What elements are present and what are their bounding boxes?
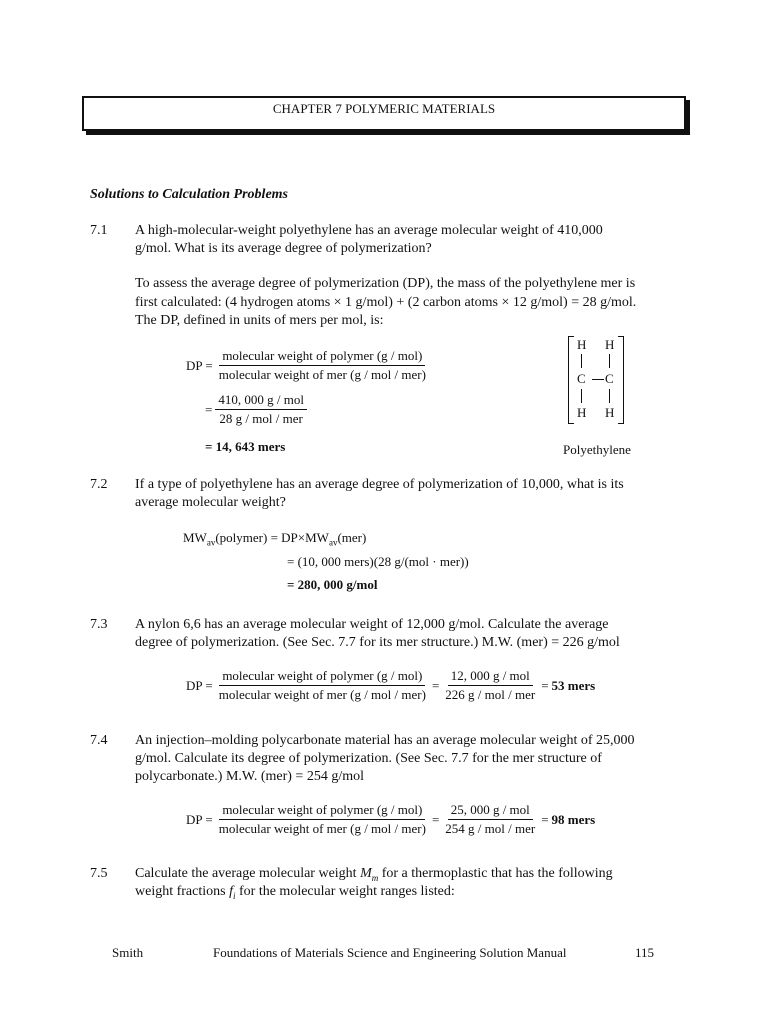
- avg-subscript: av: [206, 537, 216, 548]
- question-text: for a thermoplastic that has the following: [378, 866, 613, 881]
- problem-question-line: g/mol. What is its average degree of polymerization?: [135, 241, 432, 256]
- denominator: 226 g / mol / mer: [445, 687, 536, 702]
- carbon-bond: [592, 379, 604, 380]
- bond: [581, 354, 582, 368]
- bond: [609, 389, 610, 403]
- fraction: [442, 668, 538, 703]
- carbon-atom: C: [605, 371, 614, 386]
- dp-equation: [183, 802, 595, 837]
- avg-subscript: av: [328, 537, 338, 548]
- equals-sign: =: [431, 811, 440, 827]
- fraction: [215, 392, 307, 427]
- denominator: 254 g / mol / mer: [445, 821, 536, 836]
- bond: [581, 389, 582, 403]
- denominator: 28 g / mol / mer: [219, 411, 303, 426]
- problem-number: 7.5: [90, 866, 108, 881]
- dp-result: 53 mers: [551, 677, 596, 693]
- problem-number: 7.1: [90, 223, 108, 238]
- bond: [609, 354, 610, 368]
- footer-book-title: Foundations of Materials Science and Engineering Solution Manual: [213, 945, 567, 960]
- carbon-atom: C: [577, 371, 586, 386]
- footer-author: Smith: [112, 945, 144, 960]
- chapter-header-box: [82, 96, 686, 131]
- mw-equation: [183, 530, 366, 548]
- question-text: for the molecular weight ranges listed:: [235, 884, 455, 899]
- answer-line: The DP, defined in units of mers per mol, is:: [135, 313, 384, 328]
- fraction: [216, 802, 429, 837]
- problem-question-line: A high-molecular-weight polyethylene has an average molecular weight of 410,000: [135, 223, 603, 238]
- equation-lhs: DP =: [186, 357, 213, 373]
- answer-line: first calculated: (4 hydrogen atoms × 1 g/mol) + (2 carbon atoms × 12 g/mol) = 28 g/mol.: [135, 295, 637, 310]
- dp-result: 98 mers: [551, 811, 596, 827]
- right-bracket: [618, 336, 624, 424]
- denominator: molecular weight of mer (g / mol / mer): [218, 367, 426, 382]
- numerator: 12, 000 g / mol: [448, 668, 533, 686]
- problem-number: 7.2: [90, 477, 108, 492]
- problem-question-line: degree of polymerization. (See Sec. 7.7 for its mer structure.) M.W. (mer) = 226 g/mol: [135, 635, 620, 650]
- dp-equation: [183, 668, 595, 703]
- numerator: 25, 000 g / mol: [448, 802, 533, 820]
- numerator: molecular weight of polymer (g / mol): [219, 668, 425, 686]
- problem-number: 7.4: [90, 733, 108, 748]
- avg-mw-symbol: M: [360, 866, 372, 881]
- hydrogen-atom: H: [605, 337, 615, 352]
- fraction-subscript: i: [232, 890, 236, 901]
- mw-result: = 280, 000 g/mol: [287, 577, 378, 592]
- section-title: Solutions to Calculation Problems: [90, 187, 288, 202]
- mw-equation-step: = (10, 000 mers)(28 g/(mol · mer)): [287, 554, 469, 569]
- mw-symbol: MW: [183, 530, 207, 545]
- hydrogen-atom: H: [605, 405, 615, 420]
- chapter-title: CHAPTER 7 POLYMERIC MATERIALS: [272, 101, 496, 116]
- problem-question-line: polycarbonate.) M.W. (mer) = 254 g/mol: [135, 769, 364, 784]
- footer-page-number: 115: [635, 945, 655, 960]
- problem-question-line: average molecular weight?: [135, 495, 286, 510]
- dp-equation-step: [202, 392, 307, 427]
- mw-symbol: MW: [305, 530, 329, 545]
- question-text: weight fractions: [135, 884, 230, 899]
- answer-line: To assess the average degree of polymerization (DP), the mass of the polyethylene mer is: [135, 276, 636, 291]
- left-bracket: [568, 336, 574, 424]
- mw-subscript: m: [371, 872, 379, 883]
- fraction: [216, 348, 429, 383]
- fraction: [442, 802, 538, 837]
- dp-equation: [183, 348, 429, 383]
- weight-fraction-symbol: f: [229, 884, 233, 899]
- polyethylene-structure: [568, 336, 624, 426]
- numerator: molecular weight of polymer (g / mol): [219, 348, 425, 366]
- mw-rhs: (mer): [337, 530, 367, 545]
- problem-question-line: An injection–molding polycarbonate material has an average molecular weight of 25,000: [135, 733, 635, 748]
- hydrogen-atom: H: [577, 337, 587, 352]
- dp-result: = 14, 643 mers: [205, 439, 286, 454]
- denominator: molecular weight of mer (g / mol / mer): [218, 687, 426, 702]
- equation-lhs: DP =: [186, 677, 213, 693]
- problem-question-line: If a type of polyethylene has an average degree of polymerization of 10,000, what is its: [135, 477, 624, 492]
- fraction: [216, 668, 429, 703]
- equals-sign: =: [431, 677, 440, 693]
- numerator: molecular weight of polymer (g / mol): [219, 802, 425, 820]
- problem-number: 7.3: [90, 617, 108, 632]
- structure-caption: Polyethylene: [563, 442, 631, 457]
- denominator: molecular weight of mer (g / mol / mer): [218, 821, 426, 836]
- equals-sign: =: [205, 401, 213, 417]
- question-text: Calculate the average molecular weight: [135, 866, 361, 881]
- equation-lhs: DP =: [186, 811, 213, 827]
- problem-question-line: A nylon 6,6 has an average molecular weight of 12,000 g/mol. Calculate the average: [135, 617, 609, 632]
- hydrogen-atom: H: [577, 405, 587, 420]
- mw-lhs: (polymer) = DP×: [215, 530, 306, 545]
- problem-question-line: g/mol. Calculate its degree of polymerization. (See Sec. 7.7 for the mer structure of: [135, 751, 602, 766]
- equals-sign: =: [541, 811, 549, 827]
- numerator: 410, 000 g / mol: [215, 392, 307, 410]
- equals-sign: =: [541, 677, 549, 693]
- problem-question-line: [135, 882, 455, 906]
